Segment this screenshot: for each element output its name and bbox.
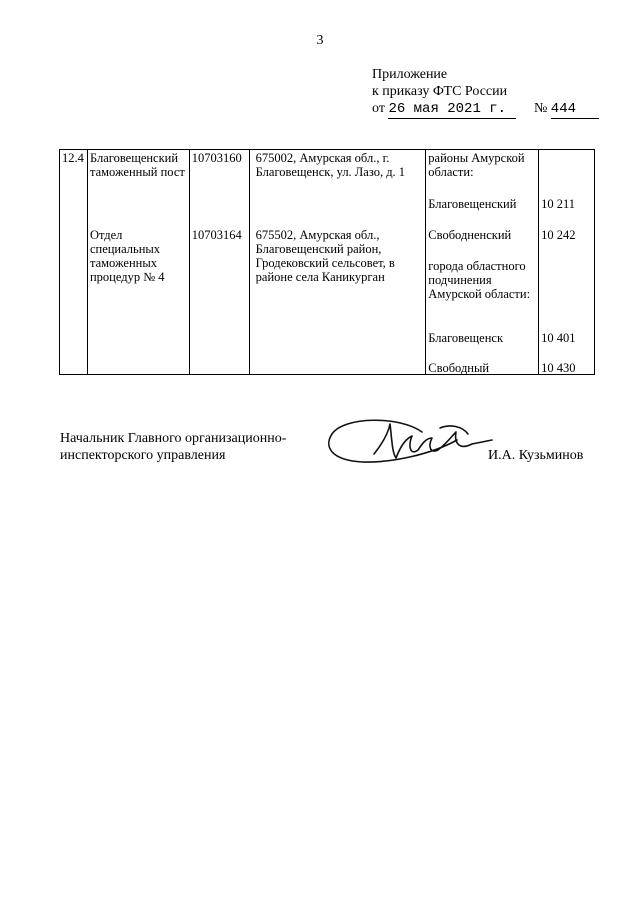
table-row	[60, 150, 595, 375]
office-code-2: 10703164	[191, 228, 242, 242]
area-label: Благовещенск	[428, 331, 504, 345]
signatory-position-line2: инспекторского управления	[60, 448, 226, 463]
signatory-name: И.А. Кузьминов	[488, 448, 584, 463]
area-label: города областного подчинения Амурской области:	[428, 259, 531, 301]
number-prefix: №	[533, 101, 548, 116]
row-number: 12.4	[62, 151, 84, 165]
appendix-title: Приложение	[372, 67, 448, 82]
customs-offices-table	[59, 149, 595, 375]
office-name-2: Отдел специальных таможенных процедур № 4	[89, 228, 165, 284]
area-cell	[426, 150, 539, 375]
area-code: 10 242	[541, 228, 576, 242]
area-label: Свободный	[428, 361, 490, 375]
area-code-cell	[539, 150, 595, 375]
office-name-cell	[87, 150, 189, 375]
signatory-position-line1: Начальник Главного организационно-	[60, 431, 287, 446]
area-label: районы Амурской области:	[428, 151, 525, 179]
page-number: 3	[316, 33, 324, 48]
appendix-date-line	[372, 100, 599, 119]
area-label: Свободненский	[428, 228, 512, 242]
date-prefix: от	[372, 101, 385, 116]
area-code: 10 430	[541, 361, 576, 375]
area-code: 10 211	[541, 197, 575, 211]
row-number-cell	[60, 150, 88, 375]
order-number: 444	[551, 101, 599, 119]
area-code: 10 401	[541, 331, 576, 345]
signature-image	[322, 410, 502, 472]
area-label: Благовещенский	[428, 197, 517, 211]
office-name-1: Благовещенский таможенный пост	[89, 151, 185, 179]
office-code-1: 10703160	[191, 151, 242, 165]
address-cell	[249, 150, 426, 375]
office-address-1: 675002, Амурская обл., г. Благовещенск, ул. Лазо, д. 1	[255, 151, 406, 179]
office-address-2: 675502, Амурская обл., Благовещенский район, Гродековский сельсовет, в районе села Каникурган	[255, 228, 395, 284]
office-code-cell	[189, 150, 249, 375]
appendix-order-ref: к приказу ФТС России	[372, 84, 508, 99]
order-date: 26 мая 2021 г.	[388, 101, 516, 119]
